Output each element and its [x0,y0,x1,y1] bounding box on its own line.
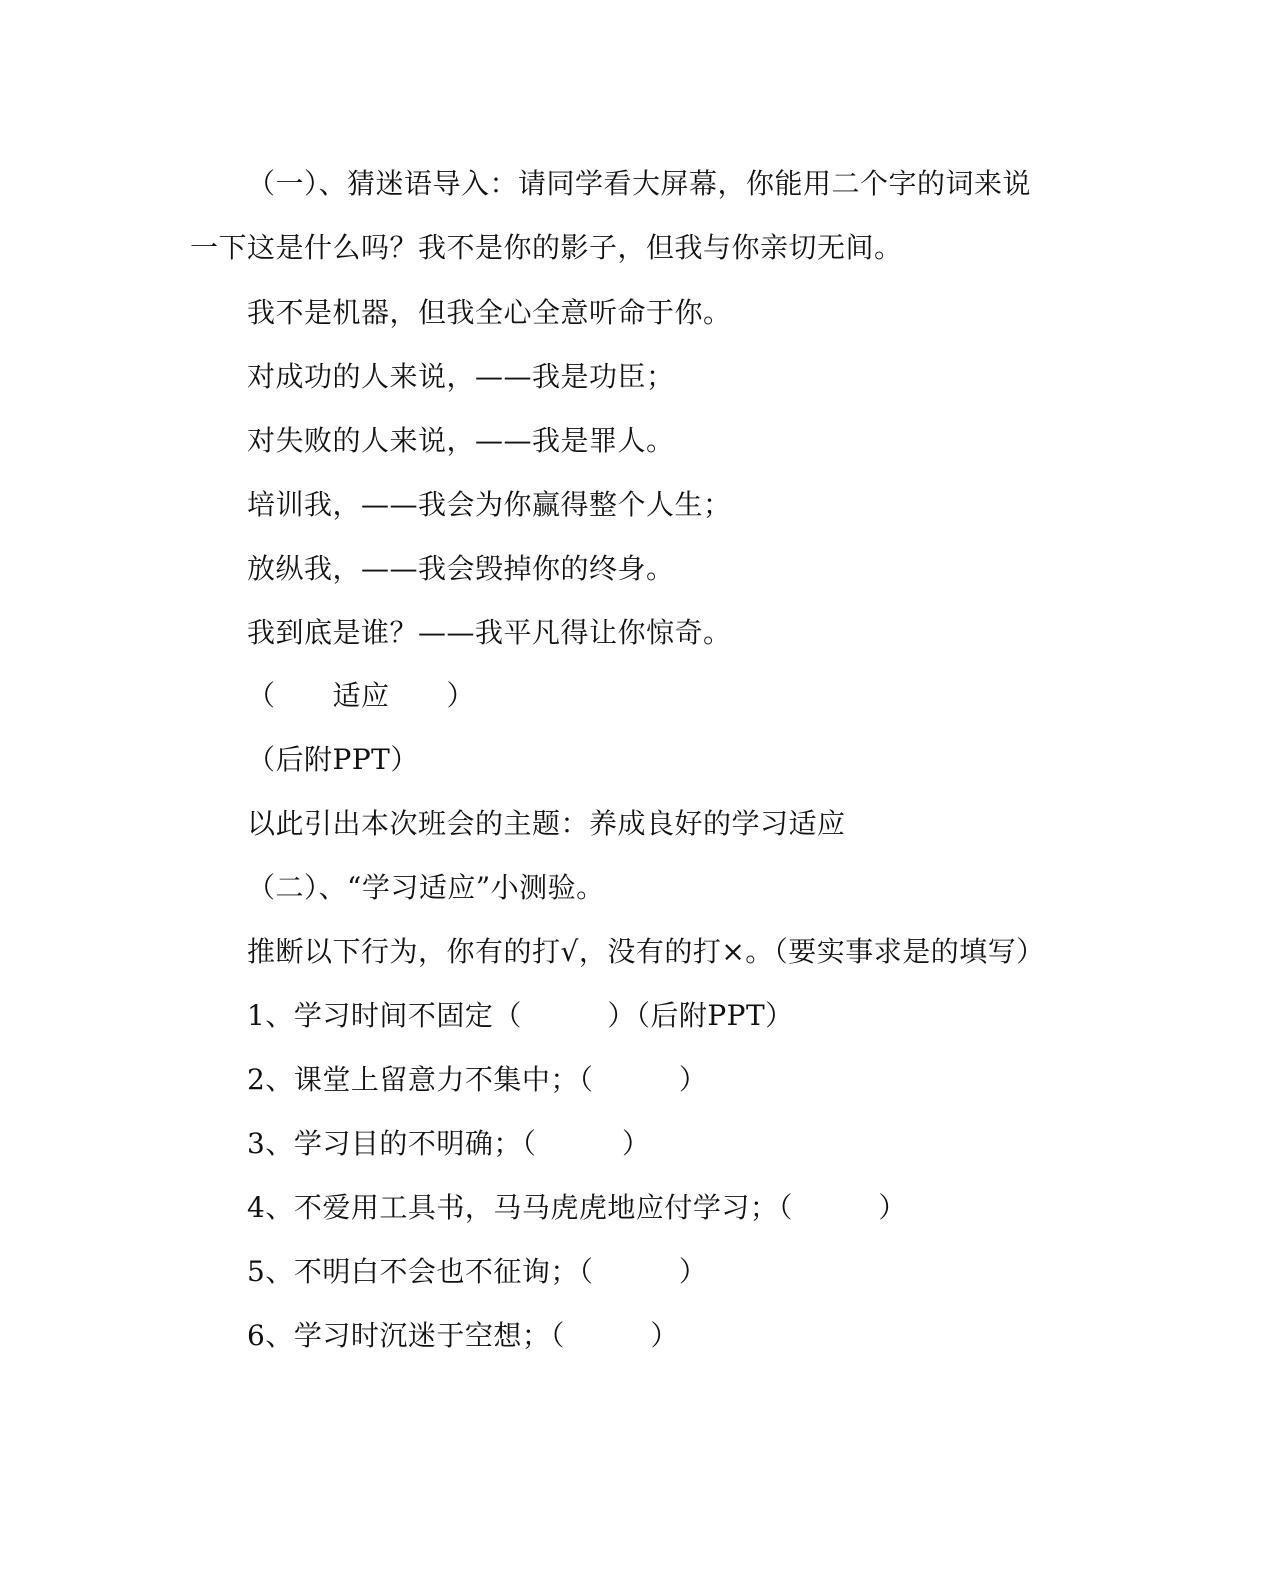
riddle-line-6: 我到底是谁？——我平凡得让你惊奇。 [247,616,732,649]
quiz-item-1: 1、学习时间不固定（ ）（后附PPT） [247,999,794,1032]
quiz-item-2: 2、课堂上留意力不集中；（ ） [247,1063,708,1096]
riddle-answer: （ 适应 ） [247,679,476,712]
paragraph-riddle-intro: （一）、猜迷语导入：请同学看大屏幕，你能用二个字的词来说 [247,167,1032,200]
riddle-line-4: 培训我，——我会为你赢得整个人生； [247,488,732,521]
ppt-note: （后附PPT） [247,743,419,776]
riddle-line-2: 对成功的人来说，——我是功臣； [247,360,675,393]
quiz-item-4: 4、不爱用工具书，马马虎虎地应付学习；（ ） [247,1191,907,1224]
section-heading-quiz: （二）、“学习适应”小测验。 [247,871,605,904]
riddle-line-5: 放纵我，——我会毁掉你的终身。 [247,552,675,585]
paragraph-riddle-intro-continued: 一下这是什么吗？我不是你的影子，但我与你亲切无间。 [190,231,903,264]
quiz-item-5: 5、不明白不会也不征询；（ ） [247,1255,708,1288]
riddle-line-1: 我不是机器，但我全心全意听命于你。 [247,296,732,329]
riddle-line-3: 对失败的人来说，——我是罪人。 [247,424,675,457]
quiz-item-3: 3、学习目的不明确；（ ） [247,1127,651,1160]
quiz-instructions: 推断以下行为，你有的打√，没有的打×。（要实事求是的填写） [247,935,1045,968]
quiz-item-6: 6、学习时沉迷于空想；（ ） [247,1319,679,1352]
theme-intro: 以此引出本次班会的主题：养成良好的学习适应 [247,807,846,840]
